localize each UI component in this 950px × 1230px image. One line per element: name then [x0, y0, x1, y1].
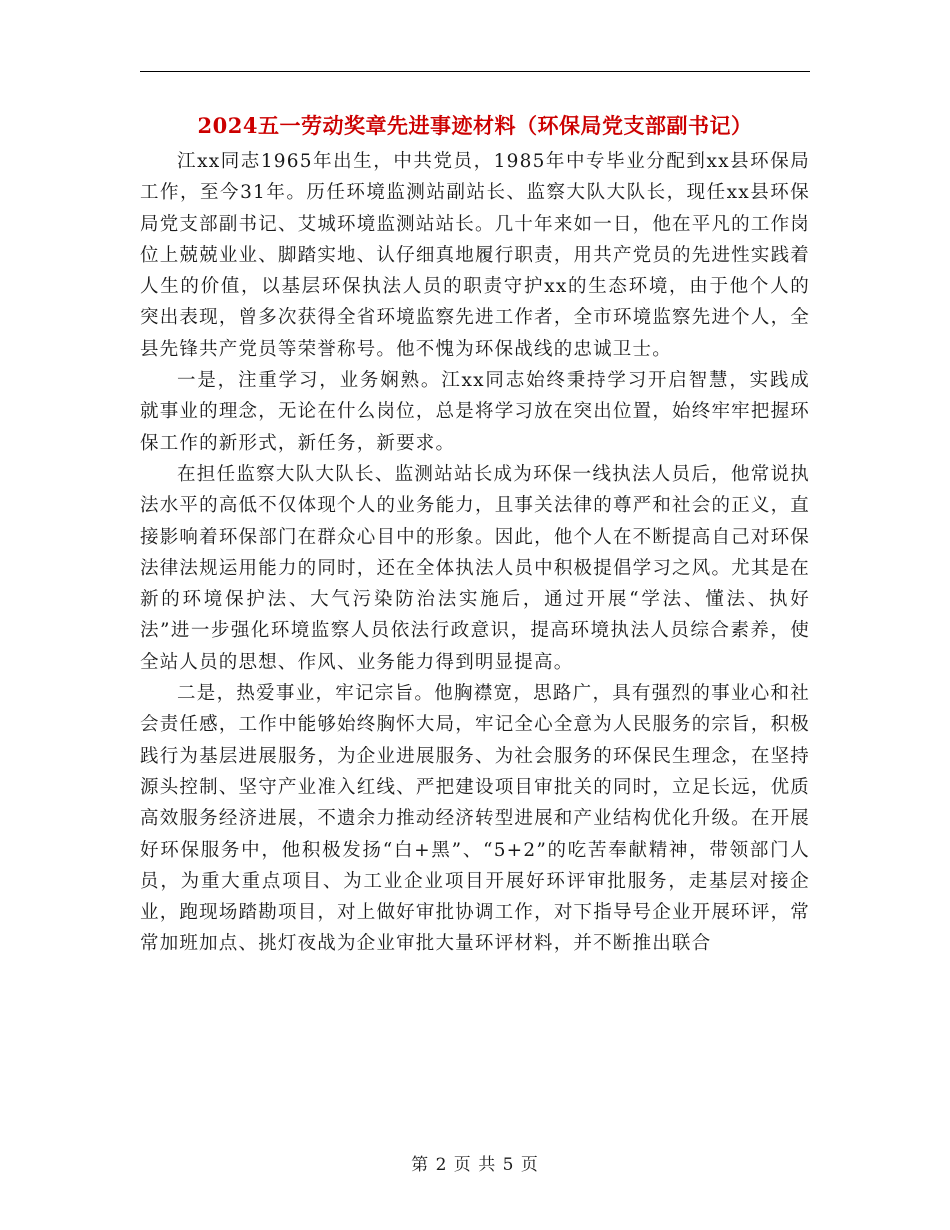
paragraph-study: 一是，注重学习，业务娴熟。江xx同志始终秉持学习开启智慧，实践成就事业的理念，无论在什么岗位，总是将学习放在突出位置，始终牢牢把握环保工作的新形式，新任务，新要求。: [140, 370, 810, 454]
page-number: 第 2 页 共 5 页: [411, 1155, 539, 1175]
header-rule: [140, 71, 810, 72]
document-body: [140, 146, 810, 960]
paragraph-dedication: 二是，热爱事业，牢记宗旨。他胸襟宽，思路广，具有强烈的事业心和社会责任感，工作中能够始终胸怀大局，牢记全心全意为人民服务的宗旨，积极践行为基层进展服务，为企业进展服务、为社会服务的环保民生理念，在坚持源头控制、坚守产业准入红线、严把建设项目审批关的同时，立足长远，优质高效服务经济进展，不遗余力推动经济转型进展和产业结构优化升级。在开展好环保服务中，他积极发扬“白+黑”、“5+2”的吃苦奉献精神，带领部门人员，为重大重点项目、为工业企业项目开展好环评审批服务，走基层对接企业，跑现场踏勘项目，对上做好审批协调工作，对下指导号企业开展环评，常常加班加点、挑灯夜战为企业审批大量环评材料，并不断推出联合: [140, 683, 810, 955]
page-footer: [0, 1153, 950, 1177]
paragraph-intro: 江xx同志1965年出生，中共党员，1985年中专毕业分配到xx县环保局工作，至今31年。历任环境监测站副站长、监察大队大队长，现任xx县环保局党支部副书记、艾城环境监测站站长。几十年来如一日，他在平凡的工作岗位上兢兢业业、脚踏实地、认仔细真地履行职责，用共产党员的先进性实践着人生的价值，以基层环保执法人员的职责守护xx的生态环境，由于他个人的突出表现，曾多次获得全省环境监察先进工作者，全市环境监察先进个人，全县先锋共产党员等荣誉称号。他不愧为环保战线的忠诚卫士。: [140, 151, 810, 360]
document-title: 2024五一劳动奖章先进事迹材料（环保局党支部副书记）: [197, 113, 753, 138]
paragraph-enforcement: 在担任监察大队大队长、监测站站长成为环保一线执法人员后，他常说执法水平的高低不仅体现个人的业务能力，且事关法律的尊严和社会的正义，直接影响着环保部门在群众心目中的形象。因此，他个人在不断提高自己对环保法律法规运用能力的同时，还在全体执法人员中积极提倡学习之风。尤其是在新的环境保护法、大气污染防治法实施后，通过开展“学法、懂法、执好法”进一步强化环境监察人员依法行政意识，提高环境执法人员综合素养，使全站人员的思想、作风、业务能力得到明显提高。: [140, 463, 810, 673]
